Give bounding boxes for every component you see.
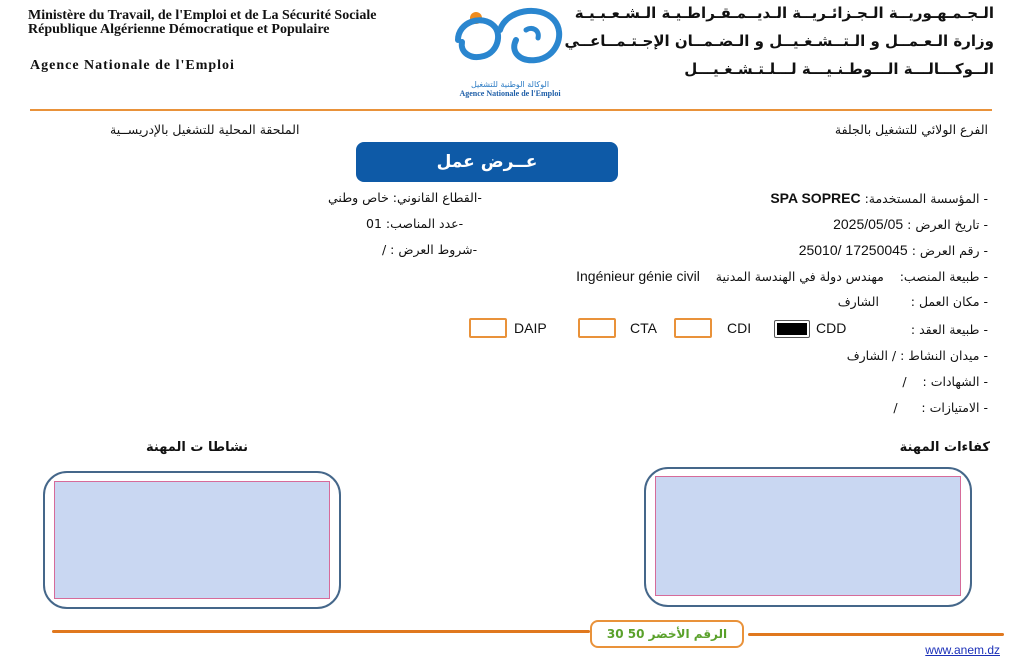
regional-branch: الفرع الولائي للتشغيل بالجلفة	[834, 122, 988, 137]
fr-republic-line: République Algérienne Démocratique et Populaire	[28, 22, 330, 37]
contract-option-checkbox[interactable]	[674, 318, 712, 338]
date-value: 2025/05/05	[833, 216, 904, 232]
benefits-row	[893, 400, 988, 415]
position-arabic: مهندس دولة في الهندسة المدنية	[715, 269, 884, 284]
ar-agency-line: الــوكـــالـــة الـــوطـنـيـــة لـــلـتـشـغـيـــل	[684, 60, 994, 78]
position-label: - طبيعة المنصب:	[899, 269, 988, 284]
activity-row	[847, 348, 988, 363]
diplomas-value: /	[902, 374, 907, 389]
contract-option-label: CDI	[727, 320, 752, 336]
fr-ministry-line: Ministère du Travail, de l'Emploi et de La Sécurité Sociale	[28, 8, 377, 23]
positions-count-field: -عدد المناصب: 01	[366, 216, 464, 231]
contract-option-label: CDD	[816, 320, 847, 336]
benefits-label: - الامتيازات :	[921, 400, 988, 415]
benefits-value: /	[893, 400, 898, 415]
page-title: عــرض عمل	[356, 142, 618, 182]
activities-section-title: نشاطا ت المهنة	[146, 440, 249, 455]
employer-label: - المؤسسة المستخدمة:	[864, 191, 988, 206]
diplomas-label: - الشهادات :	[922, 374, 988, 389]
location-row	[838, 294, 988, 309]
activities-content-area[interactable]	[54, 481, 330, 599]
activity-label: - ميدان النشاط :	[900, 348, 988, 363]
logo-french-text: Agence Nationale de l'Emploi	[459, 89, 561, 98]
employer-row	[770, 190, 988, 206]
fr-agency-line: Agence Nationale de l'Emploi	[30, 58, 235, 73]
logo-arabic-text: الوكالة الوطنية للتشغيل	[470, 80, 550, 89]
local-branch: الملحقة المحلية للتشغيل بالإدريســية	[110, 122, 300, 137]
position-french: Ingénieur génie civil	[576, 268, 700, 284]
skills-panel	[644, 467, 972, 607]
employer-value: SPA SOPREC	[770, 190, 861, 206]
activities-panel	[43, 471, 341, 609]
green-number-badge: الرقم الأخضر 50 30	[590, 620, 744, 648]
conditions-field: -شروط العرض : /	[382, 242, 478, 257]
contract-option-checkbox[interactable]	[774, 320, 810, 338]
anem-logo-icon	[440, 0, 580, 76]
footer-line-right	[748, 633, 1004, 636]
contract-option-label: DAIP	[514, 320, 547, 336]
ar-republic-line: الـجـمـهـوريــة الـجـزائـريــة الـديــمـقـراطـيـة الـشـعـبـيـة	[574, 4, 994, 22]
website-link[interactable]: www.anem.dz	[925, 643, 1000, 657]
header-divider	[30, 109, 992, 111]
contract-option-checkbox[interactable]	[469, 318, 507, 338]
diplomas-row	[902, 374, 988, 389]
date-label: - تاريخ العرض :	[907, 217, 988, 232]
location-label: - مكان العمل :	[910, 294, 988, 309]
sector-field: -القطاع القانوني: خاص وطني	[328, 190, 482, 205]
activity-value: / الشارف	[846, 348, 897, 363]
position-row	[576, 268, 988, 284]
skills-content-area[interactable]	[655, 476, 961, 596]
location-value: الشارف	[837, 294, 879, 309]
number-row	[799, 242, 988, 258]
contract-option-checkbox[interactable]	[578, 318, 616, 338]
date-row	[833, 216, 988, 232]
anem-logo	[440, 0, 580, 106]
contract-label: - طبيعة العقد :	[910, 322, 988, 337]
contract-option-label: CTA	[630, 320, 657, 336]
number-label: - رقم العرض :	[911, 243, 988, 258]
ar-ministry-line: وزارة الـعـمــل و الـتــشـغـيــل و الـضـمــان الإجـتـمــاعــي	[564, 32, 994, 50]
skills-section-title: كفاءات المهنة	[899, 440, 990, 455]
footer-line-left	[52, 630, 590, 633]
number-value: 17250045 /25010	[798, 242, 908, 258]
